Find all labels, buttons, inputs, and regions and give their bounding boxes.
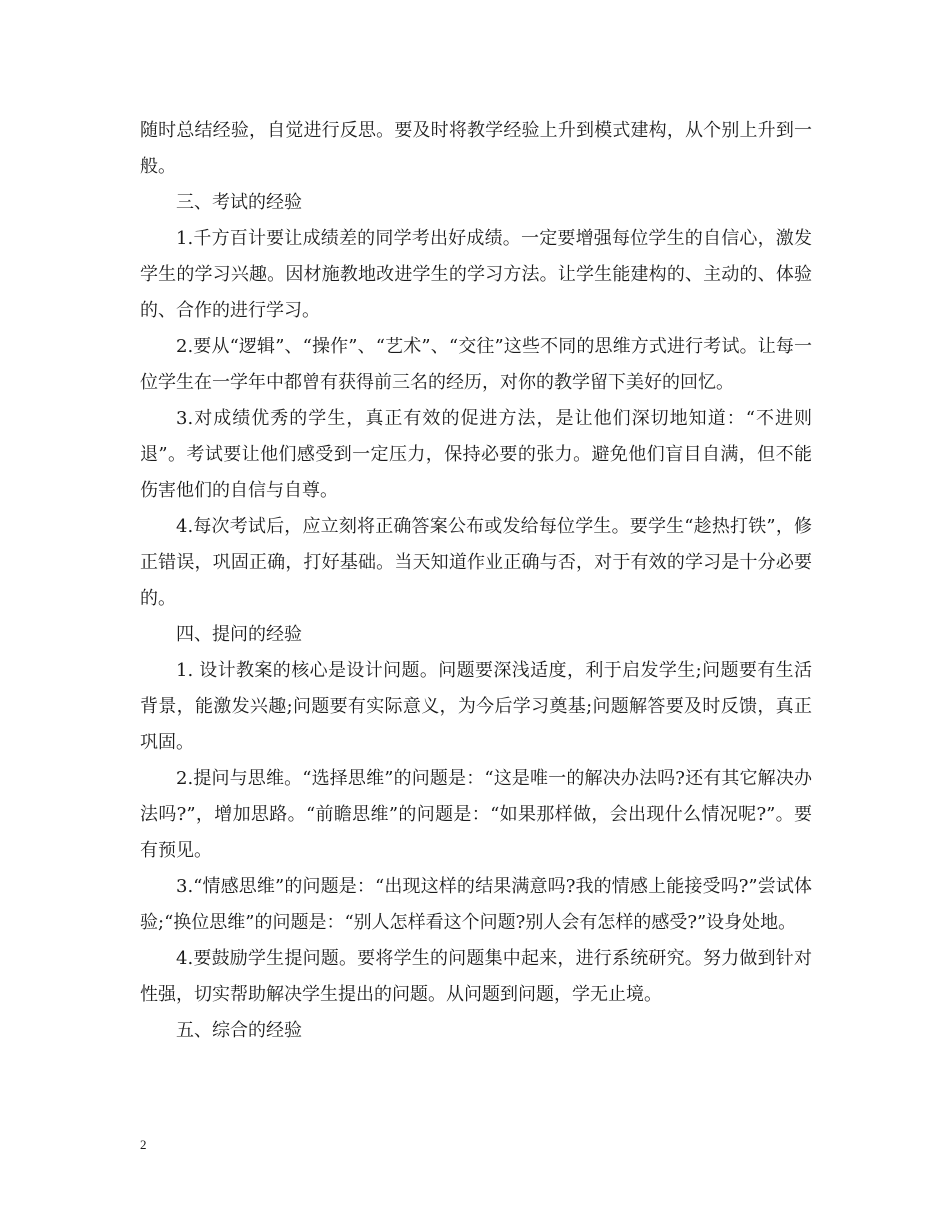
document-body [140, 113, 812, 1049]
paragraph-exam-4: 4.每次考试后，应立刻将正确答案公布或发给每位学生。要学生“趁热打铁”，修正错误，巩固正确，打好基础。当天知道作业正确与否，对于有效的学习是十分必要的。 [140, 516, 812, 609]
page-number: 2 [140, 1137, 147, 1152]
paragraph-reflection-continued: 随时总结经验，自觉进行反思。要及时将教学经验上升到模式建构，从个别上升到一般。 [140, 120, 812, 177]
paragraph-questioning-4: 4.要鼓励学生提问题。要将学生的问题集中起来，进行系统研究。努力做到针对性强，切实帮助解决学生提出的问题。从问题到问题，学无止境。 [140, 948, 812, 1005]
section-heading-exam: 三、考试的经验 [176, 192, 302, 213]
paragraph-questioning-1: 1. 设计教案的核心是设计问题。问题要深浅适度，利于启发学生;问题要有生活背景，能激发兴趣;问题要有实际意义，为今后学习奠基;问题解答要及时反馈，真正巩固。 [140, 660, 812, 753]
paragraph-exam-3: 3.对成绩优秀的学生，真正有效的促进方法，是让他们深切地知道：“不进则退”。考试要让他们感受到一定压力，保持必要的张力。避免他们盲目自满，但不能伤害他们的自信与自尊。 [140, 408, 812, 501]
section-heading-questioning: 四、提问的经验 [176, 624, 302, 645]
paragraph-questioning-3: 3.“情感思维”的问题是：“出现这样的结果满意吗?我的情感上能接受吗?”尝试体验;“换位思维”的问题是：“别人怎样看这个问题?别人会有怎样的感受?”设身处地。 [140, 876, 812, 933]
paragraph-exam-1: 1.千方百计要让成绩差的同学考出好成绩。一定要增强每位学生的自信心，激发学生的学习兴趣。因材施教地改进学生的学习方法。让学生能建构的、主动的、体验的、合作的进行学习。 [140, 228, 812, 321]
paragraph-questioning-2: 2.提问与思维。“选择思维”的问题是：“这是唯一的解决办法吗?还有其它解决办法吗?”，增加思路。“前瞻思维”的问题是：“如果那样做，会出现什么情况呢?”。要有预见。 [140, 768, 812, 861]
paragraph-exam-2: 2.要从“逻辑”、“操作”、“艺术”、“交往”这些不同的思维方式进行考试。让每一位学生在一学年中都曾有获得前三名的经历，对你的教学留下美好的回忆。 [140, 336, 812, 393]
section-heading-comprehensive: 五、综合的经验 [176, 1020, 302, 1041]
